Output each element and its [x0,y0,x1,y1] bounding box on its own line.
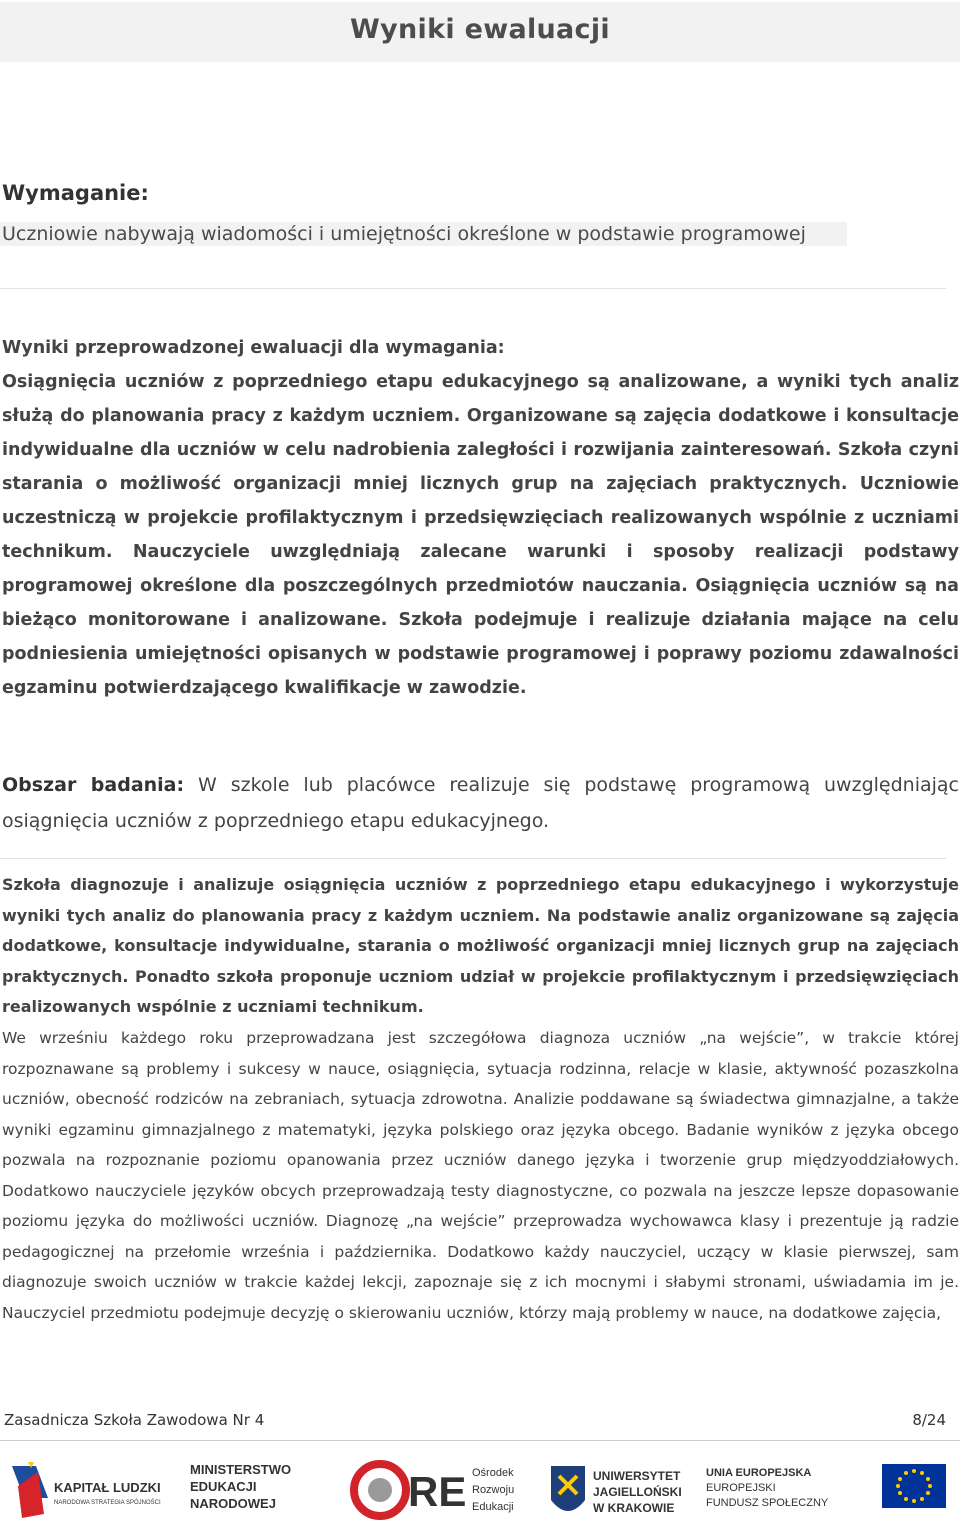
uj-line-3: W KRAKOWIE [593,1501,675,1515]
findings-detail: We wrześniu każdego roku przeprowadzana jest szczegółowa diagnoza uczniów „na wejście”, w trakcie której rozpoznawane są problemy i sukcesy w nauce, osiągnięcia, sytuacja rodzinna, relacje w klasie, aktywność pozaszkolna uczniów, obecność rodziców na zebraniach, sytuacja zdrowotna. Analizie poddawane są świadectwa gimnazjalne, a także wyniki egzaminu gimnazjalnego z matematyki, języka polskiego oraz języka obcego. Badanie wyników z języka obcego pozwala na rozpoznanie poziomu opanowania przez uczniów danego języka i tworzenie grup międzyoddziałowych. Dodatkowo nauczyciele języków obcych przeprowadzają testy diagnostyczne, co pozwala na jeszcze lepsze dopasowanie poziomu języka do możliwości uczniów. Diagnozę „na wejście” przeprowadza wychowawca klasy i prezentuje ją radzie pedagogicznej na przełomie września i października. Dodatkowo każdy nauczyciel, uczący w klasie pierwszej, sam diagnozuje swoich uczniów w trakcie każdej lekcji, zapoznaje się z ich mocnymi i słabymi stronami, uświadamia im je. Nauczyciel przedmiotu podejmuje decyzję o skierowaniu uczniów, którzy mają problemy w nauce, na dodatkowe zajęcia, [2,1029,959,1322]
divider [0,288,946,289]
requirement-text: Uczniowie nabywają wiadomości i umiejętności określone w podstawie programowej [0,222,847,246]
uj-logo [545,1456,685,1526]
kapital-ludzki-logo [8,1458,173,1522]
area-text: W szkole lub placówce realizuje się podstawę programową uwzględniając osiągnięcia uczniów z poprzedniego etapu edukacyjnego. [2,774,959,832]
kl-subtitle: NARODOWA STRATEGIA SPÓJNOŚCI [54,1500,161,1506]
divider [0,858,946,859]
results-body: Osiągnięcia uczniów z poprzedniego etapu edukacyjnego są analizowane, a wyniki tych analiz służą do planowania pracy z każdym uczniem. Organizowane są zajęcia dodatkowe i konsultacje indywidualne dla uczniów w celu nadrobienia zaległości i rozwijania zainteresowań. Szkoła czyni starania o możliwość organizacji mniej licznych grup na zajęciach praktycznych. Uczniowie uczestniczą w projekcie profilaktycznym i przedsięwzięciach realizowanych wspólnie z uczniami technikum. Nauczyciele uwzględniają zalecane warunki i sposoby realizacji podstawy programowej określone dla poszczególnych przedmiotów nauczania. Osiągnięcia uczniów są na bieżąco monitorowane i analizowane. Szkoła podejmuje i realizuje działania mające na celu podniesienia umiejętności opisanych w podstawie programowej i poprawy poziomu zdawalności egzaminu potwierdzającego kwalifikacje w zawodzie. [2,372,959,698]
men-logo [190,1460,315,1520]
uj-line-1: UNIWERSYTET [593,1469,681,1483]
logo-bar [0,1450,960,1530]
ore-line-3: Edukacji [472,1501,514,1513]
uj-line-2: JAGIELLOŃSKI [593,1485,682,1499]
uj-shield-icon [551,1466,585,1511]
area-label: Obszar badania: [2,774,185,796]
kl-title: KAPITAŁ LUDZKI [54,1480,161,1495]
men-line-1: MINISTERSTWO [190,1462,292,1477]
findings-summary: Szkoła diagnozuje i analizuje osiągnięcia uczniów z poprzedniego etapu edukacyjnego i wykorzystuje wyniki tych analiz do planowania pracy z każdym uczniem. Na podstawie analiz organizowane są zajęcia dodatkowe, konsultacje indywidualne, starania o możliwość organizacji mniej licznych grup na zajęciach praktycznych. Ponadto szkoła proponuje uczniom udział w projekcie profilaktycznym i przedsięwzięciach realizowanych wspólnie z uczniami technikum. [2,875,959,1016]
ore-center-icon [368,1478,392,1502]
men-line-2: EDUKACJI [190,1479,257,1494]
ore-line-1: Ośrodek [472,1467,514,1479]
ore-line-2: Rozwoju [472,1484,515,1496]
footer-divider [0,1440,960,1441]
ore-letters: RE [408,1468,467,1515]
eu-logo [706,1460,956,1520]
men-line-3: NARODOWEJ [190,1496,276,1511]
page-title: Wyniki ewaluacji [350,14,610,45]
footer-school: Zasadnicza Szkoła Zawodowa Nr 4 [4,1411,265,1429]
eu-line-3: FUNDUSZ SPOŁECZNY [706,1497,829,1509]
results-heading: Wyniki przeprowadzonej ewaluacji dla wymagania: [2,338,505,358]
eu-line-1: UNIA EUROPEJSKA [706,1467,812,1479]
ore-logo [350,1456,525,1524]
area-section [2,767,959,839]
requirement-label: Wymaganie: [2,181,149,205]
footer-page-number: 8/24 [912,1411,946,1429]
results-section [2,331,959,705]
eu-line-2: EUROPEJSKI [706,1482,776,1494]
